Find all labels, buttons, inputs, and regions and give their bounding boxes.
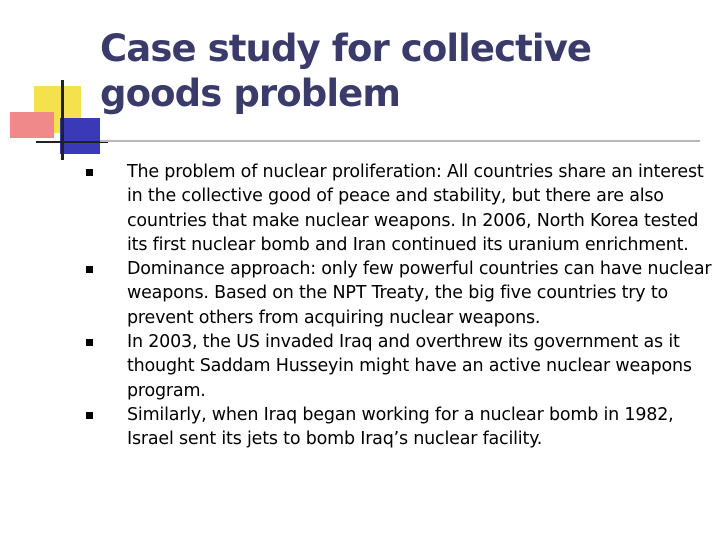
bullet-square-icon: [86, 412, 93, 419]
bullet-square-icon: [86, 266, 93, 273]
bullet-item: [86, 403, 716, 452]
decor-horizontal-line: [36, 141, 108, 143]
bullet-text: In 2003, the US invaded Iraq and overthrew its government as it thought Saddam Husseyin might have an active nuclear weapons program.: [127, 332, 692, 401]
bullet-text: Dominance approach: only few powerful countries can have nuclear weapons. Based on the NPT Treaty, the big five countries try to prevent others from acquiring nuclear weapons.: [127, 259, 712, 328]
decor-red-square: [10, 112, 54, 138]
bullet-text: The problem of nuclear proliferation: All countries share an interest in the collective good of peace and stability, but there are also countries that make nuclear weapons. In 2006, North Korea tested its first nuclear bomb and Iran continued its uranium enrichment.: [127, 162, 704, 255]
bullet-text: Similarly, when Iraq began working for a nuclear bomb in 1982, Israel sent its jets to bomb Iraq’s nuclear facility.: [127, 404, 674, 450]
decor-blue-square: [60, 118, 100, 154]
bullet-item: [86, 160, 716, 257]
bullet-item: [86, 330, 716, 403]
title-underline: [100, 140, 700, 142]
bullet-square-icon: [86, 339, 93, 346]
decor-vertical-line: [61, 80, 64, 160]
bullet-item: [86, 257, 716, 330]
slide-title: Case study for collective goods problem: [100, 27, 592, 115]
bullet-list: [86, 160, 716, 452]
bullet-square-icon: [86, 169, 93, 176]
